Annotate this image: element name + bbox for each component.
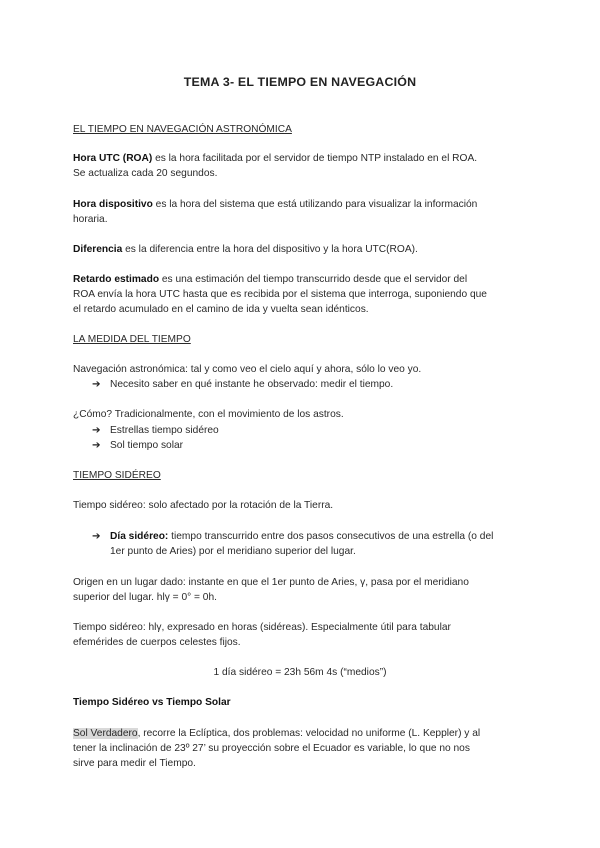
sidereo-paragraph-1: Tiempo sidéreo: solo afectado por la rotación de la Tierra.	[73, 500, 334, 511]
retardo-paragraph-line1	[73, 272, 467, 287]
diferencia-term: Diferencia	[73, 244, 123, 255]
subsection-heading-text: Tiempo Sidéreo vs Tiempo Solar	[73, 697, 231, 708]
arrow-bullet-icon: ➔	[92, 425, 101, 436]
medida-bullet-2: Estrellas tiempo sidéreo	[110, 425, 219, 436]
sol-text: , recorre la Eclíptica, dos problemas: velocidad no uniforme (L. Keppler) y al	[137, 728, 481, 739]
origen-paragraph-line2: superior del lugar. hlγ = 0° = 0h.	[73, 592, 217, 603]
medida-paragraph-1: Navegación astronómica: tal y como veo el cielo aquí y ahora, sólo lo veo yo.	[73, 364, 422, 375]
retardo-paragraph-line3: el retardo acumulado en el camino de ida y vuelta sean idénticos.	[73, 304, 369, 315]
diferencia-paragraph	[73, 242, 418, 257]
subsection-heading	[73, 695, 231, 710]
dispositivo-paragraph-line1	[73, 197, 477, 212]
sol-paragraph-line3: sirve para medir el Tiempo.	[73, 758, 196, 769]
tiempo-sidereo-paragraph-line2: efemérides de cuerpos celestes fijos.	[73, 637, 241, 648]
retardo-term: Retardo estimado	[73, 274, 160, 285]
dia-sidereo-term: Día sidéreo:	[110, 531, 169, 542]
arrow-bullet-icon: ➔	[92, 379, 101, 390]
dispositivo-term: Hora dispositivo	[73, 199, 153, 210]
dispositivo-text: es la hora del sistema que está utilizando para visualizar la información	[152, 199, 478, 210]
dia-sidereo-line2: 1er punto de Aries) por el meridiano superior del lugar.	[110, 546, 356, 557]
medida-bullet-1: Necesito saber en qué instante he observado: medir el tiempo.	[110, 379, 394, 390]
origen-paragraph-line1: Origen en un lugar dado: instante en que el 1er punto de Aries, γ, pasa por el meridiano	[73, 577, 469, 588]
arrow-bullet-icon: ➔	[92, 440, 101, 451]
sol-paragraph-line2: tener la inclinación de 23º 27’ su proyección sobre el Ecuador es variable, lo que no nos	[73, 743, 470, 754]
retardo-paragraph-line2: ROA envía la hora UTC hasta que es recibida por el sistema que interroga, suponiendo que	[73, 289, 487, 300]
utc-paragraph-line2: Se actualiza cada 20 segundos.	[73, 168, 218, 179]
medida-paragraph-2: ¿Cómo? Tradicionalmente, con el movimiento de los astros.	[73, 409, 344, 420]
utc-text: es la hora facilitada por el servidor de tiempo NTP instalado en el ROA.	[152, 153, 478, 164]
section-heading-medida: LA MEDIDA DEL TIEMPO	[73, 334, 191, 345]
diferencia-text: es la diferencia entre la hora del dispositivo y la hora UTC(ROA).	[122, 244, 418, 255]
dia-sidereo-line1	[110, 529, 493, 544]
sol-paragraph-line1	[73, 726, 480, 741]
utc-term: Hora UTC (ROA)	[73, 153, 153, 164]
medida-bullet-3: Sol tiempo solar	[110, 440, 184, 451]
arrow-bullet-icon: ➔	[92, 531, 101, 542]
section-heading-sidereo: TIEMPO SIDÉREO	[73, 470, 161, 481]
dia-sidereo-text: tiempo transcurrido entre dos pasos consecutivos de una estrella (o del	[168, 531, 494, 542]
page-title: TEMA 3- EL TIEMPO EN NAVEGACIÓN	[183, 75, 417, 89]
retardo-text: es una estimación del tiempo transcurrido desde que el servidor del	[159, 274, 468, 285]
utc-paragraph-line1	[73, 151, 477, 166]
section-heading-astronomica: EL TIEMPO EN NAVEGACIÓN ASTRONÓMICA	[73, 124, 292, 135]
tiempo-sidereo-paragraph-line1: Tiempo sidéreo: hlγ, expresado en horas (sidéreas). Especialmente útil para tabular	[73, 622, 451, 633]
dia-sidereo-equation: 1 día sidéreo = 23h 56m 4s (“medios”)	[213, 667, 387, 678]
sol-verdadero-highlight: Sol Verdadero	[73, 728, 138, 739]
dispositivo-paragraph-line2: horaria.	[73, 214, 108, 225]
